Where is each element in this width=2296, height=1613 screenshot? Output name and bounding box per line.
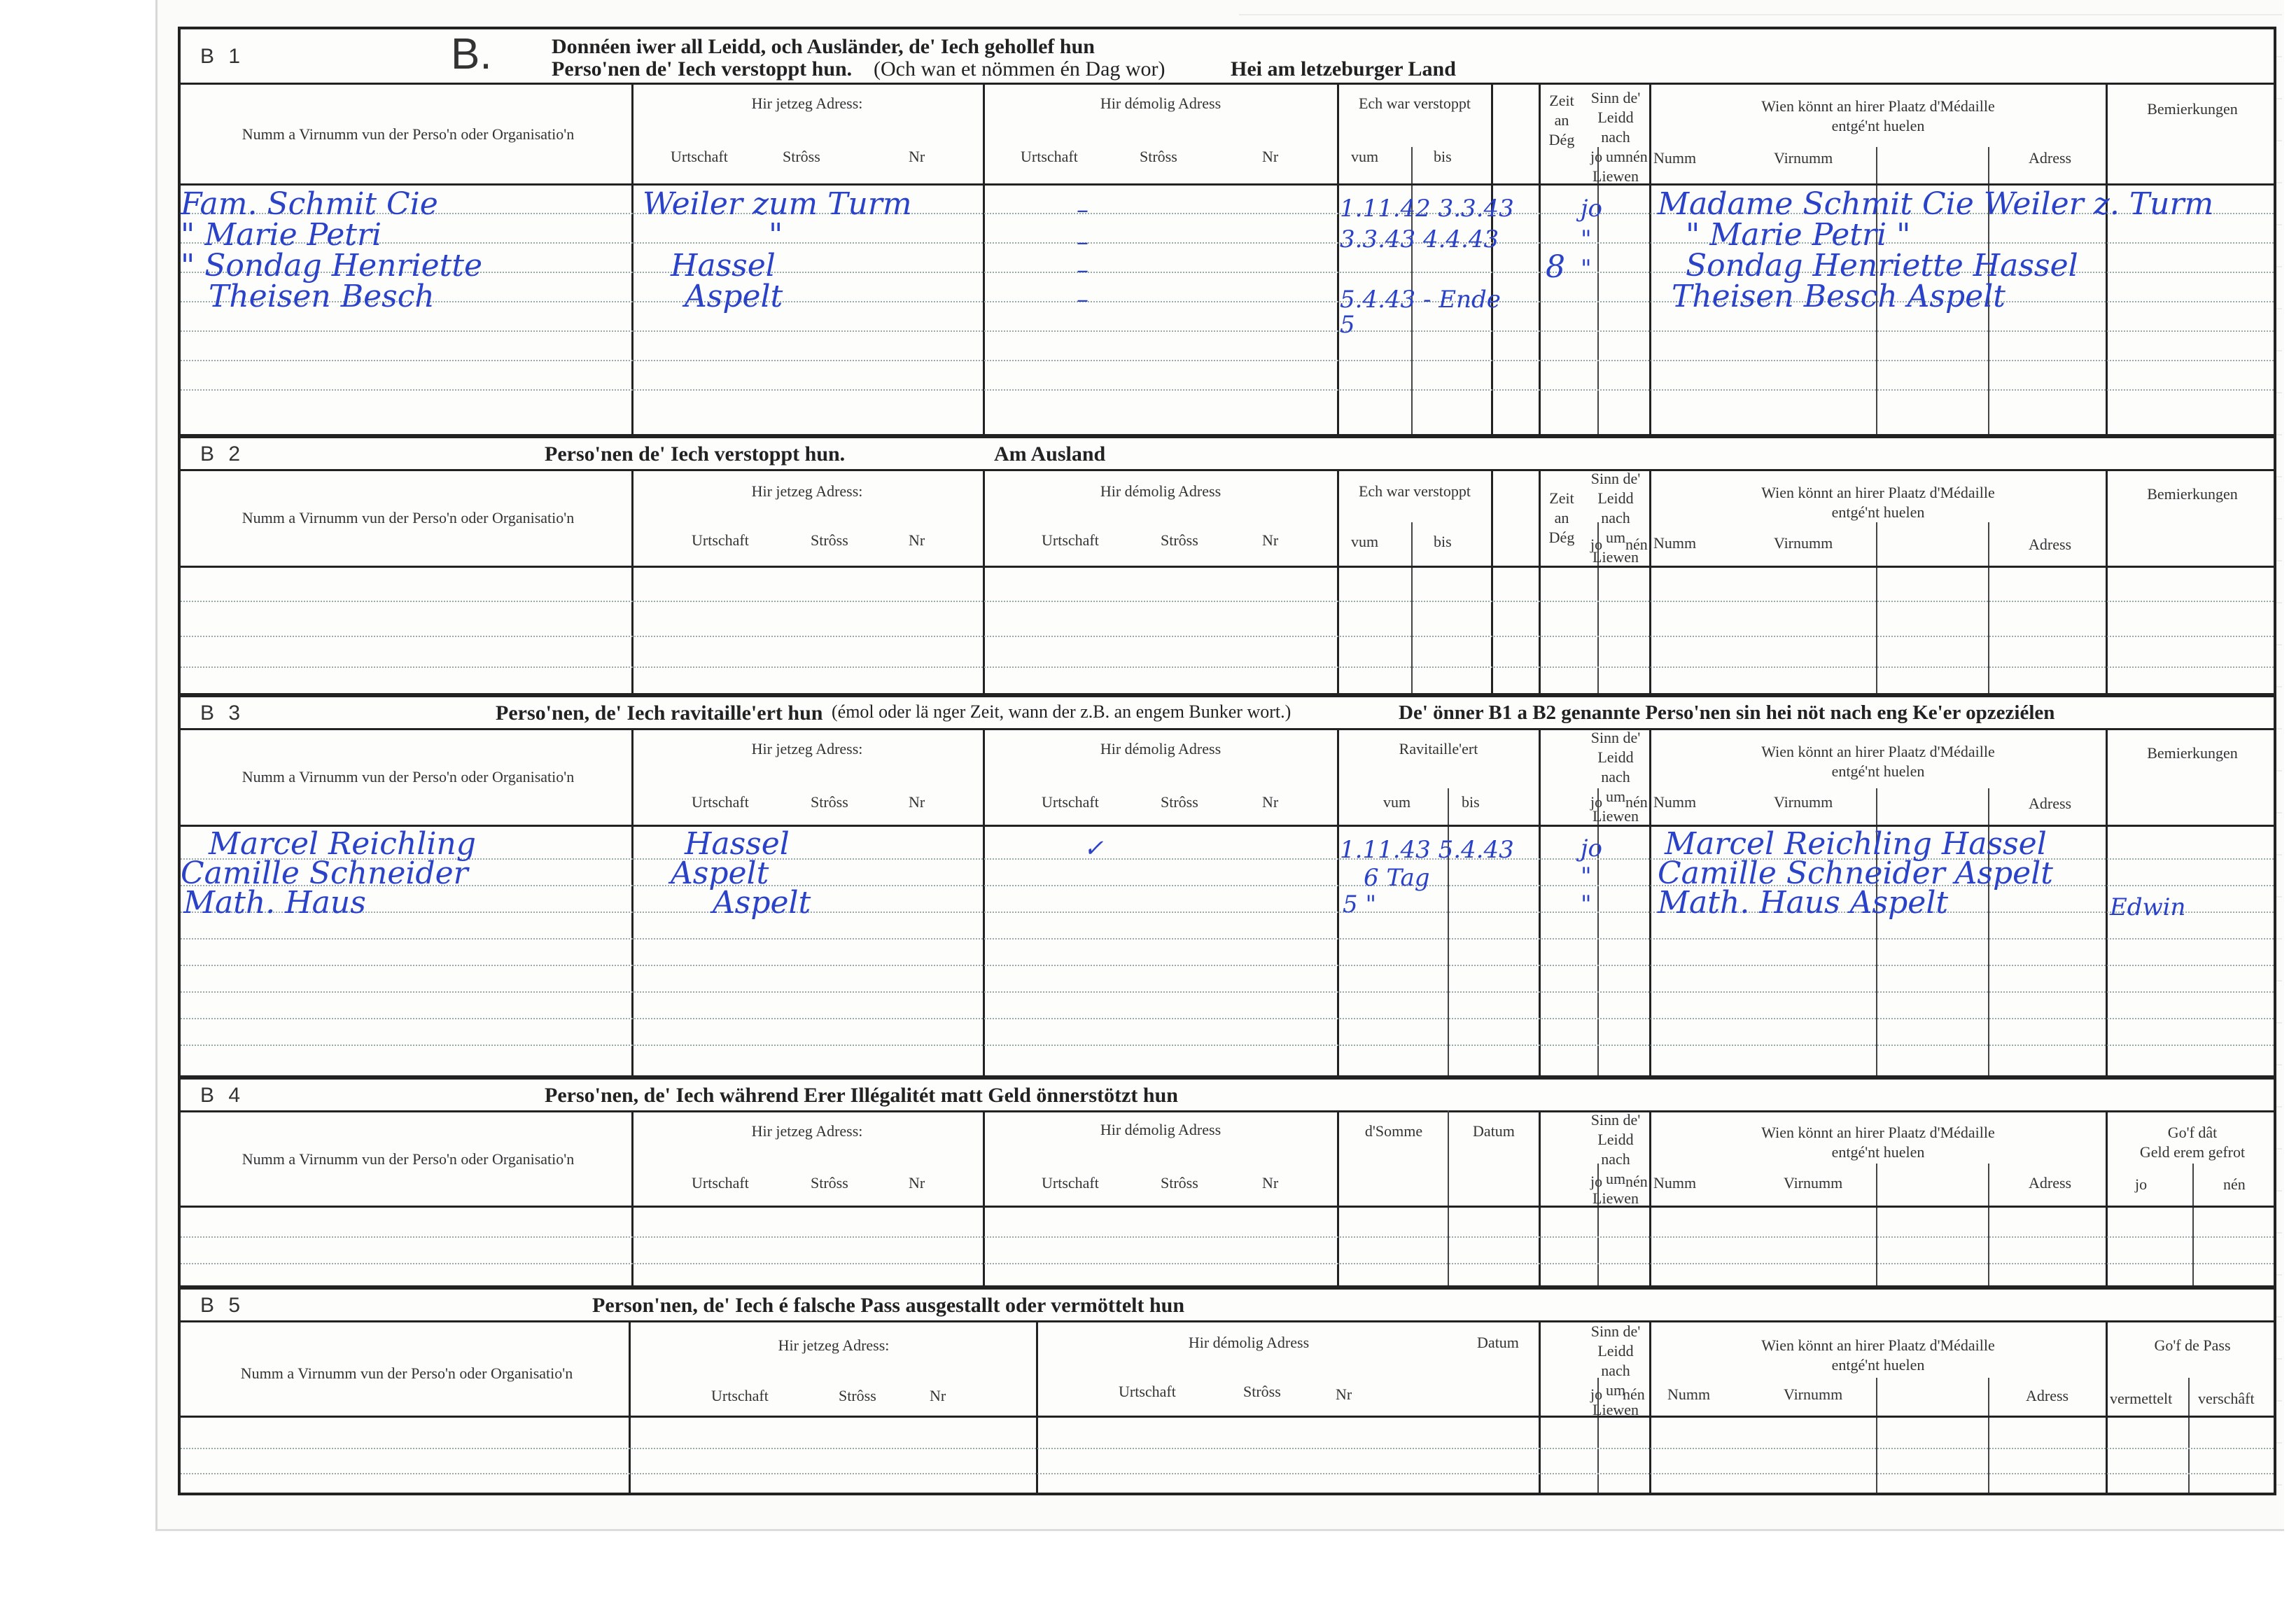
header-medal: Wien könnt an hirer Plaatz d'Médaille entgé'nt huelen (1761, 743, 1995, 780)
entry-mark: 5 (1340, 311, 1355, 339)
header-no: nén (1625, 793, 1648, 811)
section-b4-header (181, 1080, 2274, 1112)
section-title: Donnéen iwer all Leidd, och Ausländer, de' Iech gehollef hun (552, 35, 1095, 58)
entry-name: " Sondag Henriette (181, 248, 483, 284)
entry-address: Aspelt (685, 279, 783, 314)
header-date: Datum (1477, 1334, 1519, 1351)
header-no: nén (1625, 536, 1648, 553)
header-medal-name: Numm (1653, 534, 1697, 552)
header-street: Strôss (1243, 1383, 1281, 1400)
entry-name: Fam. Schmit Cie (181, 186, 438, 222)
header-alive: Sinn de' Leidd nach um Liewen (1590, 729, 1641, 825)
header-alive: Sinn de' Leidd nach um Liewen (1590, 1111, 1641, 1207)
section-b2-header (181, 438, 2274, 471)
header-former-address: Hir démolig Adress (1100, 482, 1222, 500)
entry-dates: 3.3.43 4.4.43 (1340, 225, 1499, 253)
header-locality: Urtschaft (1042, 793, 1099, 811)
header-street: Strôss (811, 793, 848, 811)
header-no: nén (1625, 1173, 1648, 1190)
header-medal-first: Virnumm (1774, 793, 1833, 811)
entry-name: Math. Haus (183, 885, 366, 921)
header-yes: jo (1590, 536, 1603, 553)
entry-address: Aspelt (671, 856, 769, 891)
entry-days: 8 (1546, 249, 1565, 285)
section-code: B 2 (200, 442, 245, 466)
header-medal-address: Adress (2026, 1387, 2069, 1404)
header-days: Zeit an Dég (1548, 92, 1575, 148)
header-gift-yes: jo (2135, 1175, 2148, 1193)
header-sum: d'Somme (1364, 1122, 1423, 1140)
header-alive: Sinn de' Leidd nach um Liewen (1590, 89, 1641, 185)
header-name: Numm a Virnumm vun der Perso'n oder Organisatio'n (241, 768, 575, 785)
header-locality: Urtschaft (1042, 1174, 1099, 1192)
header-nr: Nr (909, 531, 925, 549)
header-nr: Nr (1336, 1385, 1352, 1403)
header-street: Strôss (783, 148, 820, 165)
header-current-address: Hir jetzeg Adress: (751, 95, 863, 112)
header-medal-address: Adress (2029, 149, 2072, 167)
header-no: nén (1625, 148, 1648, 165)
header-from: vum (1351, 533, 1379, 550)
entry-address: Hassel (685, 826, 790, 862)
header-yes: jo (1590, 148, 1603, 165)
header-medal-first: Virnumm (1784, 1385, 1843, 1403)
entry-medal: " Marie Petri " (1686, 217, 1911, 253)
header-street: Strôss (839, 1387, 876, 1404)
section-code: B 4 (200, 1084, 245, 1107)
entry-former: – (1077, 286, 1088, 314)
entry-medal: Madame Schmit Cie Weiler z. Turm (1658, 186, 2214, 222)
header-nr: Nr (909, 793, 925, 811)
header-locality: Urtschaft (692, 1174, 749, 1192)
header-nr: Nr (1262, 531, 1279, 549)
header-to: bis (1434, 533, 1452, 550)
header-name: Numm a Virnumm vun der Perso'n oder Organisatio'n (240, 1364, 573, 1382)
header-name: Numm a Virnumm vun der Perso'n oder Organisatio'n (241, 125, 575, 143)
header-street: Strôss (811, 531, 848, 549)
header-current-address: Hir jetzeg Adress: (751, 1122, 863, 1140)
header-medal: Wien könnt an hirer Plaatz d'Médaille entgé'nt huelen (1761, 484, 1995, 521)
entry-address: " (769, 217, 783, 253)
header-remarks: Bemierkungen (2147, 100, 2238, 118)
header-former-address: Hir démolig Adress (1188, 1334, 1310, 1351)
header-medal-first: Virnumm (1784, 1174, 1843, 1192)
header-former-address: Hir démolig Adress (1100, 95, 1222, 112)
section-title-2b: (Och wan et nömmen én Dag wor) (874, 57, 1166, 81)
section-letter: B. (451, 30, 492, 78)
entry-medal: Sondag Henriette Hassel (1686, 248, 2078, 284)
section-title-2a: Perso'nen de' Iech verstoppt hun. (552, 57, 853, 81)
entry-address: Aspelt (713, 885, 811, 921)
section-b1-header (181, 29, 2274, 85)
section-b5 (178, 1287, 2276, 1495)
entry-name: " Marie Petri (181, 217, 382, 253)
header-locality: Urtschaft (1042, 531, 1099, 549)
section-b5-header (181, 1290, 2274, 1322)
header-no: nén (1623, 1385, 1645, 1403)
entry-dates: 1.11.43 5.4.43 (1340, 836, 1514, 864)
entry-medal: Math. Haus Aspelt (1658, 885, 1949, 921)
section-title: Perso'nen de' Iech verstoppt hun. (545, 442, 846, 466)
entry-former: – (1077, 256, 1088, 284)
header-street: Strôss (1161, 1174, 1198, 1192)
entry-remark: Edwin (2110, 893, 2186, 921)
header-former-address: Hir démolig Adress (1100, 1121, 1222, 1138)
section-b3-header (181, 697, 2274, 730)
header-medal-address: Adress (2029, 1174, 2072, 1192)
header-locality: Urtschaft (1021, 148, 1078, 165)
header-pass-mediated: vermettelt (2110, 1390, 2173, 1407)
section-title-right: De' önner B1 a B2 genannte Perso'nen sin hei nöt nach eng Ke'er opzeziélen (1399, 701, 2055, 724)
header-to: bis (1462, 793, 1480, 811)
section-code: B 1 (200, 45, 245, 68)
header-from: vum (1383, 793, 1411, 811)
header-medal-name: Numm (1653, 149, 1697, 167)
header-street: Strôss (1161, 531, 1198, 549)
entry-address: Weiler zum Turm (643, 186, 912, 222)
header-medal-first: Virnumm (1774, 534, 1833, 552)
section-title: Perso'nen, de' Iech ravitaille'ert hun (496, 701, 823, 725)
header-hidden: Ech war verstoppt (1358, 482, 1471, 500)
header-nr: Nr (1262, 148, 1279, 165)
entry-medal: Camille Schneider Aspelt (1658, 856, 2053, 891)
header-gift-no: nén (2223, 1175, 2246, 1193)
entry-alive: " (1581, 891, 1592, 919)
section-title: Perso'nen, de' Iech während Erer Illégalitét matt Geld önnerstötzt hun (545, 1084, 1178, 1107)
header-medal-name: Numm (1667, 1385, 1711, 1403)
header-remarks: Bemierkungen (2147, 485, 2238, 503)
entry-former: – (1077, 228, 1088, 256)
header-hidden: Ech war verstoppt (1358, 95, 1471, 112)
header-yes: jo (1590, 1385, 1603, 1403)
header-locality: Urtschaft (711, 1387, 769, 1404)
header-from: vum (1351, 148, 1379, 165)
section-code: B 3 (200, 701, 245, 725)
entry-dates: 1.11.42 3.3.43 (1340, 195, 1514, 223)
header-yes: jo (1590, 1173, 1603, 1190)
section-b4 (178, 1077, 2276, 1288)
section-b1 (178, 27, 2276, 437)
header-street: Strôss (1140, 148, 1177, 165)
header-remarks: Bemierkungen (2147, 744, 2238, 762)
header-pass: Go'f de Pass (2154, 1336, 2231, 1354)
header-nr: Nr (1262, 793, 1279, 811)
entry-alive: jo (1581, 835, 1603, 863)
header-locality: Urtschaft (671, 148, 728, 165)
entry-medal: Marcel Reichling Hassel (1665, 826, 2047, 862)
header-alive: Sinn de' Leidd nach um Liewen (1590, 1322, 1641, 1418)
entry-medal: Theisen Besch Aspelt (1672, 279, 2005, 314)
entry-former: ✓ (1084, 835, 1104, 863)
header-former-address: Hir démolig Adress (1100, 740, 1222, 757)
header-nr: Nr (1262, 1174, 1279, 1192)
header-medal-first: Virnumm (1774, 149, 1833, 167)
entry-alive: " (1581, 863, 1592, 891)
header-street: Strôss (811, 1174, 848, 1192)
header-locality: Urtschaft (692, 531, 749, 549)
header-days: Zeit an Dég (1548, 489, 1575, 546)
entry-name: Marcel Reichling (209, 826, 476, 862)
section-title-right: Am Ausland (994, 442, 1106, 466)
header-locality: Urtschaft (692, 793, 749, 811)
section-b2 (178, 435, 2276, 696)
header-medal-address: Adress (2029, 795, 2072, 812)
entry-dates: 5.4.43 - Ende (1340, 286, 1501, 314)
header-nr: Nr (909, 148, 925, 165)
header-current-address: Hir jetzeg Adress: (751, 482, 863, 500)
header-medal-name: Numm (1653, 793, 1697, 811)
header-nr: Nr (909, 1174, 925, 1192)
header-pass-issued: verschâft (2198, 1390, 2255, 1407)
section-b3 (178, 694, 2276, 1078)
header-gift: Go'f dât Geld erem gefrot (2139, 1124, 2246, 1161)
section-title: Person'nen, de' Iech é falsche Pass ausgestallt oder vermöttelt hun (592, 1294, 1185, 1317)
header-name: Numm a Virnumm vun der Perso'n oder Organisatio'n (241, 509, 575, 526)
entry-dates: 5 " (1343, 891, 1377, 919)
header-medal: Wien könnt an hirer Plaatz d'Médaille entgé'nt huelen (1761, 1336, 1995, 1374)
section-title-2c: Hei am letzeburger Land (1231, 57, 1456, 81)
header-supplied: Ravitaille'ert (1399, 740, 1478, 757)
header-current-address: Hir jetzeg Adress: (751, 740, 863, 757)
section-code: B 5 (200, 1294, 245, 1317)
header-medal: Wien könnt an hirer Plaatz d'Médaille entgé'nt huelen (1761, 97, 1995, 134)
header-medal-address: Adress (2029, 536, 2072, 553)
section-title-note: (émol oder lä nger Zeit, wann der z.B. an engem Bunker wort.) (832, 701, 1292, 722)
entry-former: – (1077, 196, 1088, 224)
entry-alive: " (1581, 225, 1592, 253)
header-date: Datum (1473, 1122, 1515, 1140)
header-to: bis (1434, 148, 1452, 165)
header-locality: Urtschaft (1119, 1383, 1176, 1400)
header-nr: Nr (930, 1387, 946, 1404)
header-current-address: Hir jetzeg Adress: (778, 1336, 890, 1354)
entry-name: Camille Schneider (181, 856, 468, 891)
entry-alive: " (1581, 255, 1592, 283)
entry-alive: jo (1581, 195, 1603, 223)
entry-address: Hassel (671, 248, 776, 284)
header-street: Strôss (1161, 793, 1198, 811)
header-alive: Sinn de' Leidd nach um Liewen (1590, 470, 1641, 566)
header-medal-name: Numm (1653, 1174, 1697, 1192)
entry-name: Theisen Besch (209, 279, 435, 314)
header-name: Numm a Virnumm vun der Perso'n oder Organisatio'n (241, 1150, 575, 1168)
entry-dates: 6 Tag (1364, 864, 1430, 892)
header-medal: Wien könnt an hirer Plaatz d'Médaille entgé'nt huelen (1761, 1124, 1995, 1161)
header-yes: jo (1590, 793, 1603, 811)
